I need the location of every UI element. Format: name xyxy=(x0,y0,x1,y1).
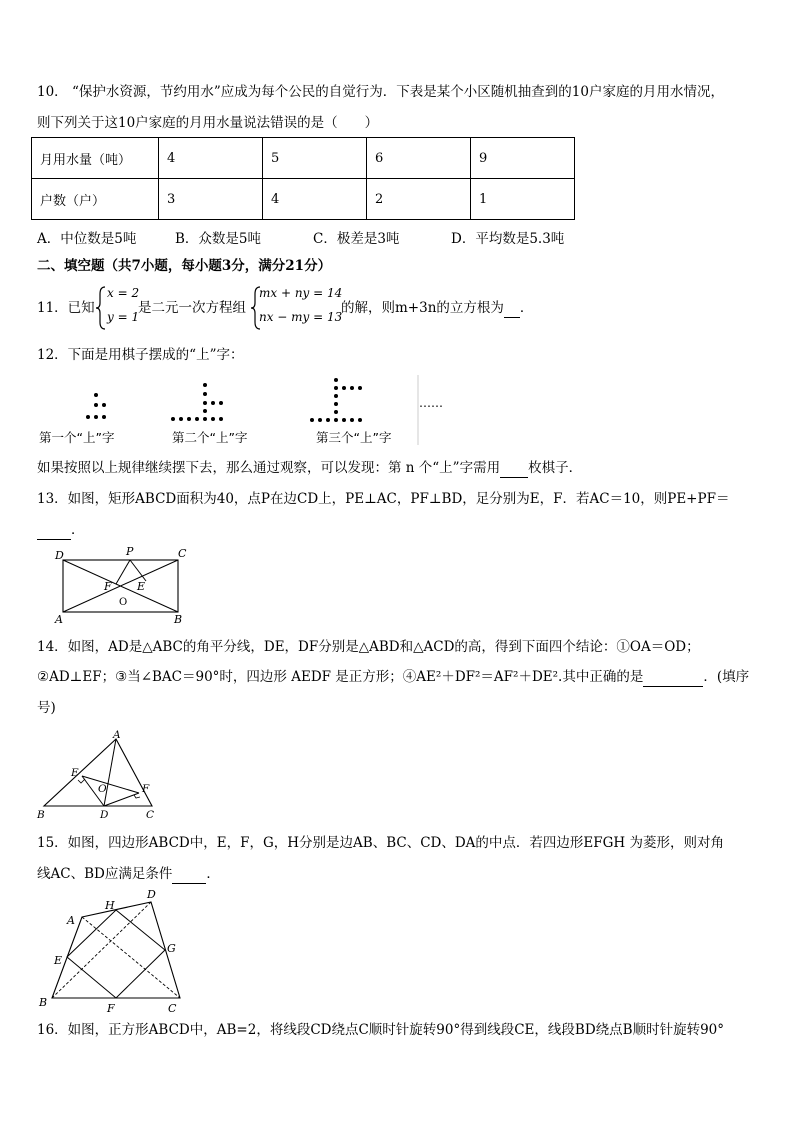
ellipsis: …… xyxy=(419,396,443,410)
table-cell: 9 xyxy=(471,138,575,179)
label-g: G xyxy=(167,942,176,955)
table-cell: 5 xyxy=(263,138,367,179)
label-a: A xyxy=(113,729,121,741)
q12-question-end: 枚棋子． xyxy=(528,460,583,476)
q11-suffix xyxy=(341,298,533,318)
q15-line2 xyxy=(37,864,220,884)
label-c: C xyxy=(178,547,187,560)
table-cell: 4 xyxy=(263,179,367,220)
q11-prefix: 11．已知 xyxy=(37,300,95,316)
caption-3: 第三个“上”字 xyxy=(316,430,392,445)
label-f: F xyxy=(107,1002,115,1015)
label-h: H xyxy=(105,899,115,912)
q14-line2 xyxy=(37,667,749,687)
label-d: D xyxy=(55,549,64,562)
water-usage-table xyxy=(31,137,575,220)
sys1-eq1: x = 2 xyxy=(107,286,140,300)
answer-blank[interactable] xyxy=(643,670,703,687)
label-d: D xyxy=(147,888,156,901)
rectangle-figure xyxy=(50,543,200,625)
label-o: O xyxy=(98,783,107,795)
q16-line1: 16．如图，正方形ABCD中，AB=2，将线段CD绕点C顺时针旋转90°得到线段CE，线段BD绕点B顺时针旋转90° xyxy=(37,1022,725,1038)
table-row xyxy=(32,138,575,179)
table-cell: 4 xyxy=(159,138,263,179)
table-row xyxy=(32,179,575,220)
label-f: F xyxy=(104,580,112,593)
label-e: E xyxy=(71,767,79,779)
label-c: C xyxy=(168,1002,177,1015)
answer-blank[interactable] xyxy=(500,461,528,478)
q10-options xyxy=(37,229,564,249)
label-b: B xyxy=(37,809,45,820)
table-cell: 3 xyxy=(159,179,263,220)
caption-2: 第二个“上”字 xyxy=(172,430,248,445)
label-e: E xyxy=(137,580,146,593)
q12-text: 12．下面是用棋子摆成的“上”字： xyxy=(37,347,244,363)
answer-blank[interactable] xyxy=(172,867,206,884)
option-c[interactable]: C．极差是3吨 xyxy=(313,231,400,247)
q11-suffix-text: 的解，则m+3n的立方根为 xyxy=(341,300,504,316)
label-p: P xyxy=(126,545,134,558)
table-cell: 6 xyxy=(367,138,471,179)
label-e: E xyxy=(54,954,63,967)
label-d: D xyxy=(100,809,109,820)
q15-line2-text: 线AC、BD应满足条件 xyxy=(37,866,173,882)
q11-middle: 是二元一次方程组 xyxy=(138,300,246,316)
table-cell: 1 xyxy=(471,179,575,220)
triangle-figure xyxy=(36,728,166,820)
label-a: A xyxy=(67,914,75,927)
table-cell: 月用水量（吨） xyxy=(32,138,159,179)
q13-end: ． xyxy=(71,522,85,538)
table-cell: 2 xyxy=(367,179,471,220)
option-d[interactable]: D．平均数是5.3吨 xyxy=(451,231,565,247)
left-brace-icon xyxy=(96,286,106,330)
caption-1: 第一个“上”字 xyxy=(39,430,115,445)
q13-line1: 13．如图，矩形ABCD面积为40，点P在边CD上，PE⊥AC，PF⊥BD，足分别为E，F．若AC＝10，则PE+PF＝ xyxy=(37,491,730,507)
answer-blank[interactable] xyxy=(504,301,520,318)
label-b: B xyxy=(174,613,183,625)
section-title-fill-in: 二、填空题（共7小题，每小题3分，满分21分） xyxy=(37,258,332,274)
label-a: A xyxy=(55,613,63,625)
answer-blank[interactable] xyxy=(37,523,71,540)
sys2-eq2: nx − my = 13 xyxy=(259,310,343,324)
label-b: B xyxy=(39,996,48,1009)
q14-line2-end: ．(填序 xyxy=(703,669,750,685)
q14-line2-text: ②AD⊥EF；③当∠BAC＝90°时，四边形 AEDF 是正方形；④AE²＋DF²＝AF²＋DE².其中正确的是 xyxy=(37,669,644,685)
q11-end: ． xyxy=(519,300,534,316)
q10-line2: 则下列关于这10户家庭的月用水量说法错误的是（ ） xyxy=(37,115,379,131)
option-b[interactable]: B．众数是5吨 xyxy=(175,231,262,247)
label-o: O xyxy=(119,597,128,608)
label-f: F xyxy=(142,783,150,795)
q13-line2 xyxy=(37,520,85,540)
quadrilateral-figure xyxy=(36,886,186,1016)
table-cell: 户数（户） xyxy=(32,179,159,220)
q12-question-text: 如果按照以上规律继续摆下去，那么通过观察，可以发现：第 n 个“上”字需用 xyxy=(37,460,501,476)
q10-line1: 10． “保护水资源，节约用水”应成为每个公民的自觉行为．下表是某个小区随机抽查到的10户家庭的月用水情况， xyxy=(37,84,724,100)
q12-question xyxy=(37,458,582,478)
sys1-eq2: y = 1 xyxy=(107,310,140,324)
q15-line2-end: ． xyxy=(206,866,220,882)
label-c: C xyxy=(146,809,155,820)
option-a[interactable]: A．中位数是5吨 xyxy=(37,231,137,247)
q14-line1: 14．如图，AD是△ABC的角平分线，DE，DF分别是△ABD和△ACD的高，得到下面四个结论：①OA＝OD； xyxy=(37,639,700,655)
sys2-eq1: mx + ny = 14 xyxy=(259,286,343,300)
q15-line1: 15．如图，四边形ABCD中，E，F，G，H分别是边AB、BC、CD、DA的中点．若四边形EFGH 为菱形，则对角 xyxy=(37,835,724,851)
q14-line3: 号) xyxy=(37,700,56,716)
